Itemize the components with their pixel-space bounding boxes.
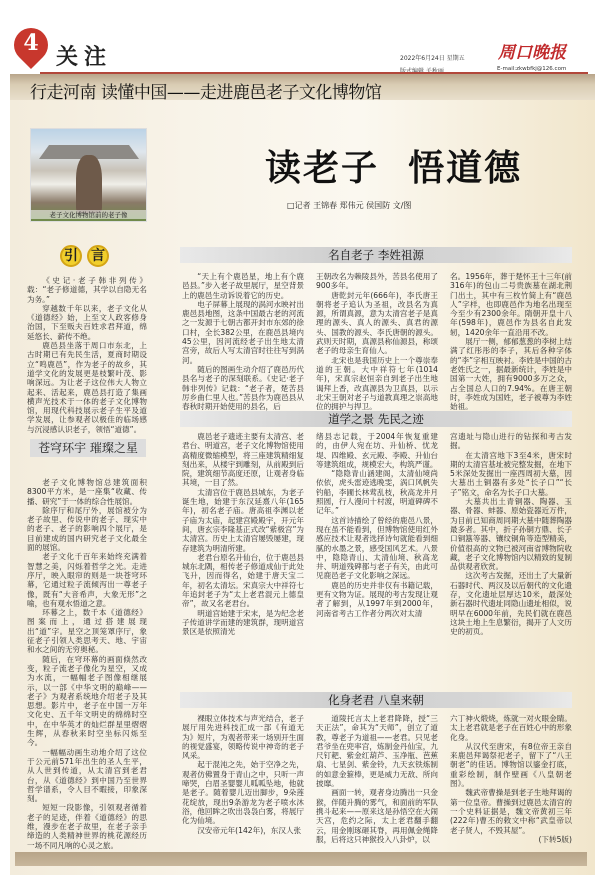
column bbox=[182, 432, 304, 684]
paragraph: 这首诗描绘了曾经的鹿邑八景，现在虽不能看到，但博物馆使用红外感应技术让观者选择诗句就能看到细腻的水墨之景，感受国风艺术。八景中，隐隐青山、太清仙境、秋高龙井、明道残碑都与老子有关，由此可见鹿邑老子文化影响之深远。 bbox=[316, 515, 438, 581]
page-number: 4 bbox=[23, 30, 39, 56]
paragraph: 宫遗址与隐山进行的钻探和考古发掘。 bbox=[450, 432, 572, 451]
intro-badge-char: 言 bbox=[87, 245, 109, 267]
section-3-body bbox=[182, 714, 574, 852]
paragraph: 王朝改名为赖陵县外，苦县名使用了900多年。 bbox=[316, 272, 438, 291]
paragraph: 《史记·老子韩非列传》载：“老子修道德，其学以自隐无名为务。” bbox=[27, 276, 147, 304]
paragraph: 老子文化博物馆总建筑面积8300平方米，是一座集“收藏、传播、研究”于一体的综合性展馆。 bbox=[27, 478, 147, 506]
bottom-decoration bbox=[15, 852, 587, 866]
paragraph: 鹿邑老子遗迹主要有太清宫、老君台、明道宫，老子文化博物馆使用高精度微缩模型，将三座建筑精细复刻出来，从楼宇到雕刻，从前殿到后院，建筑细节高度还原，让观者身临其境，一目了然。 bbox=[182, 432, 304, 488]
column bbox=[450, 272, 572, 412]
paragraph: 北宋也是我国历史上一个尊崇奉道的王朝。大中祥符七年(1014年)，宋真宗赵恒亲自到老子出生地谒拜上香，改真源县为卫真县，以示北宋王朝对老子与道教真理之崇高地位的拥护与捍卫。 bbox=[316, 355, 438, 412]
section-heading: 道学之景 先民之迹 bbox=[180, 411, 572, 427]
paragraph: 这次考古发掘，还出土了大量新石器时代、两汉及以后朝代的文化遗存，文化遗址层厚达10米，最深处新石器时代遗址同隐山遗址相似，说明早在6000年前，先民们就在鹿邑这块土地上生息繁衍，揭开了人文历史的初页。 bbox=[450, 571, 572, 637]
paragraph: 短短一段影像，引领观者循着老子的足迹，伴着《道德经》的思维，漫步在老子故里，在老子亲手缔造的人类精神世界的桃花源经历一场不同凡响的心灵之旅。 bbox=[27, 803, 147, 850]
section-1-body bbox=[182, 272, 574, 412]
laozi-statue-photo bbox=[30, 128, 147, 222]
paragraph: 道陵托言太上老君降降，授“三天正法”，命其为“天师”，创立了道教，尊老子为道祖——老君。只见老君爷坐在兜率宫，炼制金丹仙宝，九尺钉耙、紫金红葫芦、玉净瓶、芭蕉扇、七星剑、紫金铃，九天玄铁炼制的如意金箍棒，更是威力无敌、所向披靡。 bbox=[316, 714, 438, 789]
column bbox=[316, 272, 438, 412]
section-heading: 化身老君 八皇来朝 bbox=[180, 692, 572, 708]
newspaper-logo: 周口晚报 bbox=[498, 43, 566, 63]
paragraph: 起于混沌之先，始于空净之先，观者仿佛置身于青山之中，只听一声啼哭，白眉圣婴婴儿呱呱坠地，他就是老子。随着婴儿迈出脚步，9朵莲花绽放，现出9条游龙为老子喷水沐浴，他回眸之吹出袅袅白雾，将展厅化为仙境。 bbox=[182, 760, 304, 826]
issue-date: 2022年6月24日 星期五 bbox=[400, 55, 465, 62]
paragraph: 老君台原名升仙台，位于鹿邑县城东北隅，相传老子修道成仙于此处飞升，因而得名，始建于唐天宝二年，初名太清坛。宋真宗大中祥符七年追封老子为“太上老君混元上德皇帝”，故又名老君台。 bbox=[182, 552, 304, 609]
paragraph: 裸眼立体技术与声光结合，老子展厅用先进科技汇成一部《有道无为》短片，为观者带来一场别开生面的视觉盛宴，领略传说中神奇的老子风采。 bbox=[182, 714, 304, 761]
headline: 读老子 悟道德 bbox=[265, 147, 523, 189]
paragraph: 大墓共出土青铜器、陶器、玉器、骨器、蚌器、原始瓷器近万件，为目前已知商周同期大墓中随葬陶器最多者。其中，折子孙铜方鼎、长子口铜簋等器、镶纹铜角等造型精美，价值很高的文物已被河南省博物院收藏，老子文化博物馆内以精致的复制品供观者欣赏。 bbox=[450, 497, 572, 572]
paragraph: 一幅幅动画生动地介绍了这位于公元前571年出生的圣人生平，从人世到传道，从太清宫到老君台，从《道德经》到中国乃至世界哲学谱系，令人目不暇接，印象深刻。 bbox=[27, 747, 147, 804]
column bbox=[316, 432, 438, 684]
banner-title: 行走河南 读懂中国——走进鹿邑老子文化博物馆 bbox=[30, 83, 382, 103]
paragraph: “隐隐青山涵建阁，太清仙境尚依依，虎头雷迹逃晚雯，涡口风帆失钓船，李圃长林莺乱枝，秋高龙井月照圆，行人漫问十村渡，明道碑碑不记年。” bbox=[316, 469, 438, 516]
paragraph: 展厅一侧，郁郁葱葱的李树上结满了红彤彤的李子，其后各种字体的“李”字相互映衬。李姓是中国的古老姓氏之一，据最新统计，李姓是中国第一大姓，拥有9000多万之众，占全国总人口的7.94%。在唐王朝时，李姓成为国姓，老子被尊为李姓始祖。 bbox=[450, 337, 572, 412]
paragraph: 随后，在穹环幕的画面倏然改变，粒子流老子像化为星空，又成为水流，一幅幅老子图像相继展示，以一部《中华文明的巅峰——老子》为观者系统地介绍老子及其思想。影片中，老子在中国一万年文化史、五千年文明史的绵绵时空中，在中华英才的灿烂群星里熠熠生辉，从春秋来时空坐标闪烁至今。 bbox=[27, 654, 147, 748]
photo-caption: 老子文化博物馆前的老子像 bbox=[31, 210, 146, 219]
section-name: 关注 bbox=[56, 44, 113, 70]
paragraph: 名。1956年，葬于楚怀王十三年(前316年)的包山二号贵族墓在湖北荆门出土，其中有三枚竹简上有“鹿邑人”字样，也即鹿邑作为地名出现至今至少有2300余年。隋朝开皇十八年(598年)，鹿邑作为县名自此发轫，1420余年一直沿用不改。 bbox=[450, 272, 572, 337]
section-heading: 名自老子 李姓祖源 bbox=[180, 247, 572, 263]
intro-badge-char: 引 bbox=[60, 245, 82, 267]
paragraph: 环幕之上，数千本《道德经》图案而上，通过搭建展现出“道”字。星空之顶笼罩序厅，象征老子引领人类思考天、地、宇宙和水之间的无穷奥秘。 bbox=[27, 608, 147, 655]
paragraph: 随后的图画生动介绍了鹿邑历代县名与老子的深刻联系。《史记·老子韩非列传》记载：“老子者，楚苦县厉乡曲仁里人也。”苦县作为鹿邑县从春秋时期开始使用的县名，后 bbox=[182, 364, 304, 412]
paragraph: 穿越数千年以来，老子文化从《道德经》始，上至文人政客修身治国，下至贩夫百姓求君拜道，绵延悠长、薪传不绝。 bbox=[27, 303, 147, 341]
statue bbox=[76, 155, 102, 213]
paragraph: 六丁神火煅烧，炼就一对火眼金睛。太上老君就是老子在百姓心中的形象化身。 bbox=[450, 714, 572, 742]
paragraph: 汉安帝元年(142年)，东汉人张 bbox=[197, 825, 302, 835]
paragraph: 鹿邑的历史并非仅有书籍记载，更有文物为证。展现的考古发现让观者了解到，从1997年到2000年，河南省考古工作者分两次对太清 bbox=[316, 580, 438, 618]
left-section-text bbox=[27, 478, 147, 848]
paragraph: 从汉代至唐宋，有8位帝王亲自来鹿邑拜谒祭祀老子，留下了“八王朝老”的佳话。博物馆以鎏金打底，重彩绘制，制作壁画《八皇朝老图》。 bbox=[450, 741, 572, 789]
email: E-mail:zkwbfkj@126.com bbox=[497, 66, 567, 72]
intro-text bbox=[27, 276, 147, 434]
paragraph: 在太清宫地下3至4米，唐宋时期的太清宫基址被完整发掘，在地下5米深处发掘出一座西周初大墓，因大墓出土铜器有多处“长子口”“长子”铭文，命名为长子口大墓。 bbox=[450, 450, 572, 497]
paragraph: “天上有个鹿邑星，地上有个鹿邑县。”步入老子故里展厅，星空背景上的鹿邑生动诉说着它的历史。 bbox=[182, 272, 304, 300]
column bbox=[450, 714, 572, 852]
paragraph: 唐乾封元年(666年)，李氏唐王朝将老子追认为圣祖，改县名为真源，所谓真源，意为太清宫老子是真理的源头、真人的源头、真君的源头、国教的源头、李氏唐朝的源头。武则天时期，真源县称仙源县，称颂老子的母亲生育仙人。 bbox=[316, 290, 438, 356]
paragraph: 魏武帝曹操是到老子生地拜谒的第一位皇帝。曹操到过鹿邑太清宫的一个史料证据是，魏文帝黄初三年(222年)曹丕的敕文中称“武皇帝以老子贤人，不毁其屋”。 bbox=[450, 788, 572, 835]
paragraph: 电子屏幕上展现的涡河水映衬出鹿邑县地图，这条中国最古老的河流之一发源于七朝古都开封市东郊的徐口村，全长382公里，在鹿邑县境内45公里，因河流经老子出生地太清宫旁，故后人写太清宫时往往写到涡河。 bbox=[182, 299, 304, 365]
paragraph: 老子文化千百年来始终充满着智慧之美，闪烁着哲学之光。走进序厅，映入眼帘的则是一块苍穹环幕，它通过粒子流倾泻出一尊老子像，既有“大音希声，大象无形”之喻，也有观水悟道之意。 bbox=[27, 552, 147, 608]
paragraph: 太清宫位于鹿邑县城东，为老子诞生地，始建于东汉延熹八年(165年)，初名老子庙。唐高祖李渊以老子庙为太庙，起建宫殿殿宇，开元年间，唐玄宗李隆基正式改“紫极宫”为太清宫。历史上太清宫屡毁屡建，现存建筑为明清所建。 bbox=[182, 487, 304, 553]
paragraph: 除序厅和尾厅外，展馆被分为老子故里、传说中的老子、现实中的老子、老子的影响四个展厅，是目前建成的国内研究老子文化最全面的展馆。 bbox=[27, 505, 147, 553]
continued-note: (下转5版) bbox=[538, 834, 572, 844]
intro-badge bbox=[60, 245, 109, 267]
byline: □记者 王锦春 郑伟元 侯国防 文/图 bbox=[287, 201, 412, 210]
paragraph: 鹿邑县坐落于周口市东北，上古时期已有先民生活，夏商时期设立“鸣鹿邑”，作为老子的故乡，其道学文化的发展更是枝繁叶茂、影响深远。为让老子这位伟大人物立起来、活起来，鹿邑县打造了集画横声光技术于一体的老子文化博物馆，用现代科技展示老子生平及道学发展，让参观者以极佳的临场感与沉浸感认识老子，领悟“道德”。 bbox=[27, 341, 147, 434]
paragraph: 绪县志记载，于2004年恢复重建的，由伊人宛在坊、升仙桥、忧龙堤、四维殿、玄元殿、李殿、升仙台等建筑组成，规模宏大，构筑严谨。 bbox=[316, 432, 438, 469]
column bbox=[450, 432, 572, 684]
column bbox=[182, 714, 304, 852]
column bbox=[316, 714, 438, 852]
paragraph: 画面一转，观者身边腾出一只金猴，伴随升腾的雾气，和面前的军队携斗起来——原来这是孙悟空在大闹天宫，危约之际，太上老君翻手翻云，用金刚琢砸其脊，再用佩金绳降服，后将这只神猴投入八卦炉，以 bbox=[316, 788, 438, 844]
section-2-body bbox=[182, 432, 574, 684]
left-section-heading: 苍穹环宇 璀璨之星 bbox=[30, 439, 146, 457]
paragraph: 明道宫始建于宋末，是为纪念老子传道讲学而建的建筑群，现明道宫景区是依照清光 bbox=[182, 608, 304, 637]
column bbox=[182, 272, 304, 412]
